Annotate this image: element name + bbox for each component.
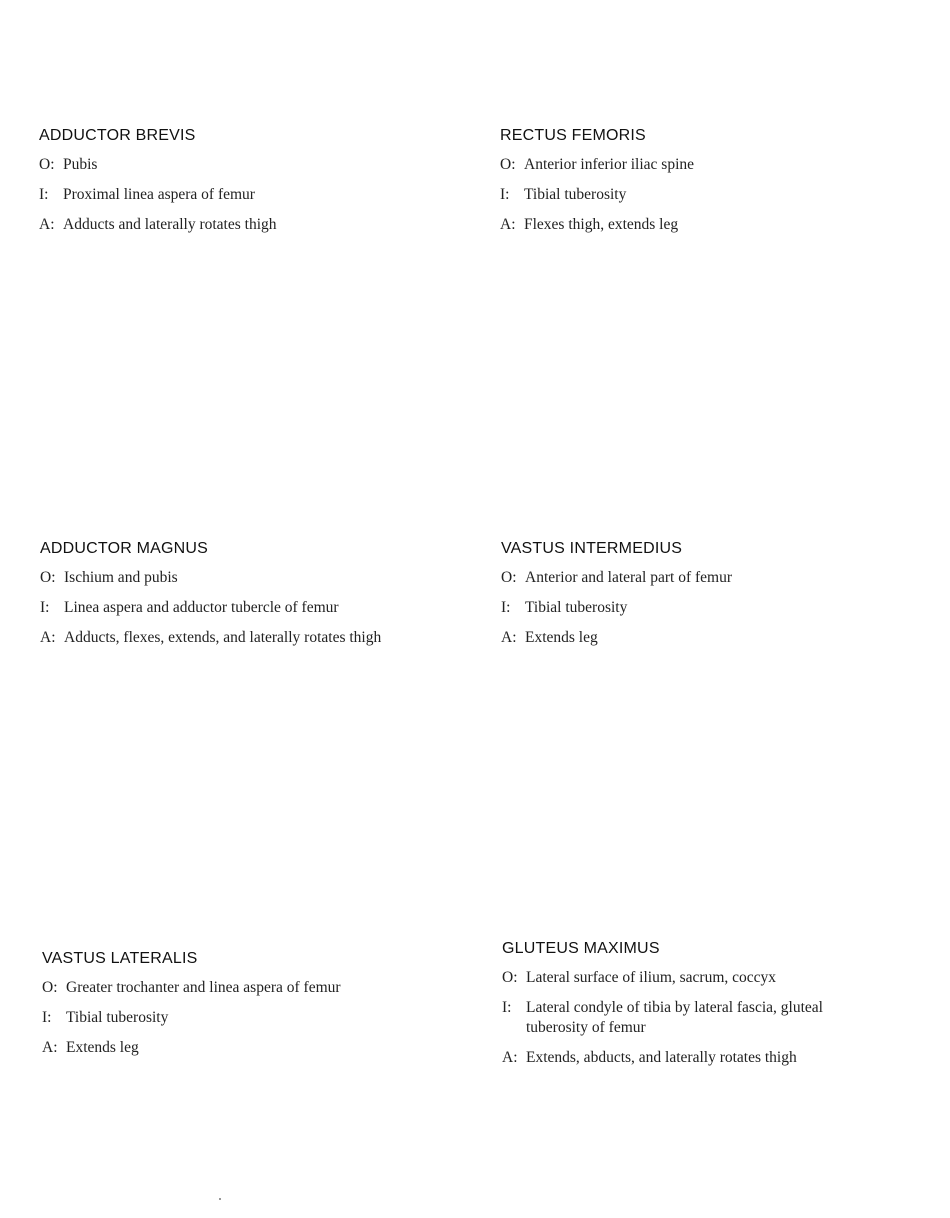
origin-value: Ischium and pubis [64, 569, 178, 586]
muscle-name: GLUTEUS MAXIMUS [502, 940, 660, 957]
origin-row [40, 568, 460, 588]
action-key: A: [502, 1049, 518, 1066]
insertion-row [39, 185, 459, 205]
action-value: Adducts, flexes, extends, and laterally rotates thigh [64, 629, 382, 646]
origin-value: Lateral surface of ilium, sacrum, coccyx [526, 969, 777, 986]
muscle-card-vastus-lateralis [42, 949, 462, 1068]
origin-value: Pubis [63, 156, 98, 173]
origin-value: Anterior inferior iliac spine [524, 156, 695, 173]
insertion-row [42, 1008, 462, 1028]
origin-key: O: [42, 979, 58, 996]
origin-key: O: [39, 156, 55, 173]
action-key: A: [42, 1039, 58, 1056]
action-key: A: [500, 216, 516, 233]
origin-row [500, 155, 920, 175]
muscle-card-gluteus-maximus [502, 939, 882, 1078]
insertion-key: I: [501, 599, 511, 616]
origin-row [502, 968, 882, 988]
action-key: A: [40, 629, 56, 646]
action-row [502, 1048, 882, 1068]
insertion-row [501, 598, 921, 618]
action-row [500, 215, 920, 235]
action-key: A: [39, 216, 55, 233]
muscle-name: VASTUS INTERMEDIUS [501, 540, 683, 557]
origin-row [39, 155, 459, 175]
action-row [39, 215, 459, 235]
origin-key: O: [501, 569, 517, 586]
action-row [42, 1038, 462, 1058]
action-row [40, 628, 460, 648]
action-value: Flexes thigh, extends leg [524, 216, 679, 233]
muscle-card-adductor-brevis [39, 126, 459, 245]
insertion-key: I: [42, 1009, 52, 1026]
origin-row [42, 978, 462, 998]
insertion-row [40, 598, 460, 618]
insertion-row [500, 185, 920, 205]
insertion-key: I: [40, 599, 50, 616]
insertion-value: Tibial tuberosity [525, 599, 628, 616]
insertion-value: Tibial tuberosity [524, 186, 627, 203]
muscle-name: ADDUCTOR MAGNUS [40, 540, 209, 557]
action-value: Extends, abducts, and laterally rotates thigh [526, 1049, 797, 1066]
insertion-key: I: [500, 186, 510, 203]
insertion-value: Linea aspera and adductor tubercle of femur [64, 599, 339, 616]
origin-key: O: [40, 569, 56, 586]
origin-key: O: [502, 969, 518, 986]
origin-value: Greater trochanter and linea aspera of femur [66, 979, 341, 996]
print-speck [219, 1198, 221, 1200]
muscle-name: VASTUS LATERALIS [42, 950, 198, 967]
insertion-key: I: [502, 999, 512, 1016]
action-row [501, 628, 921, 648]
action-value: Extends leg [525, 629, 598, 646]
action-key: A: [501, 629, 517, 646]
muscle-card-vastus-intermedius [501, 539, 921, 658]
muscle-name: ADDUCTOR BREVIS [39, 127, 196, 144]
muscle-card-adductor-magnus [40, 539, 460, 658]
insertion-value: Tibial tuberosity [66, 1009, 169, 1026]
origin-row [501, 568, 921, 588]
insertion-key: I: [39, 186, 49, 203]
origin-key: O: [500, 156, 516, 173]
muscle-card-rectus-femoris [500, 126, 920, 245]
origin-value: Anterior and lateral part of femur [525, 569, 733, 586]
insertion-row [502, 998, 882, 1038]
insertion-value: Lateral condyle of tibia by lateral fascia, gluteal tuberosity of femur [526, 999, 823, 1036]
action-value: Adducts and laterally rotates thigh [63, 216, 277, 233]
muscle-name: RECTUS FEMORIS [500, 127, 646, 144]
insertion-value: Proximal linea aspera of femur [63, 186, 255, 203]
action-value: Extends leg [66, 1039, 139, 1056]
